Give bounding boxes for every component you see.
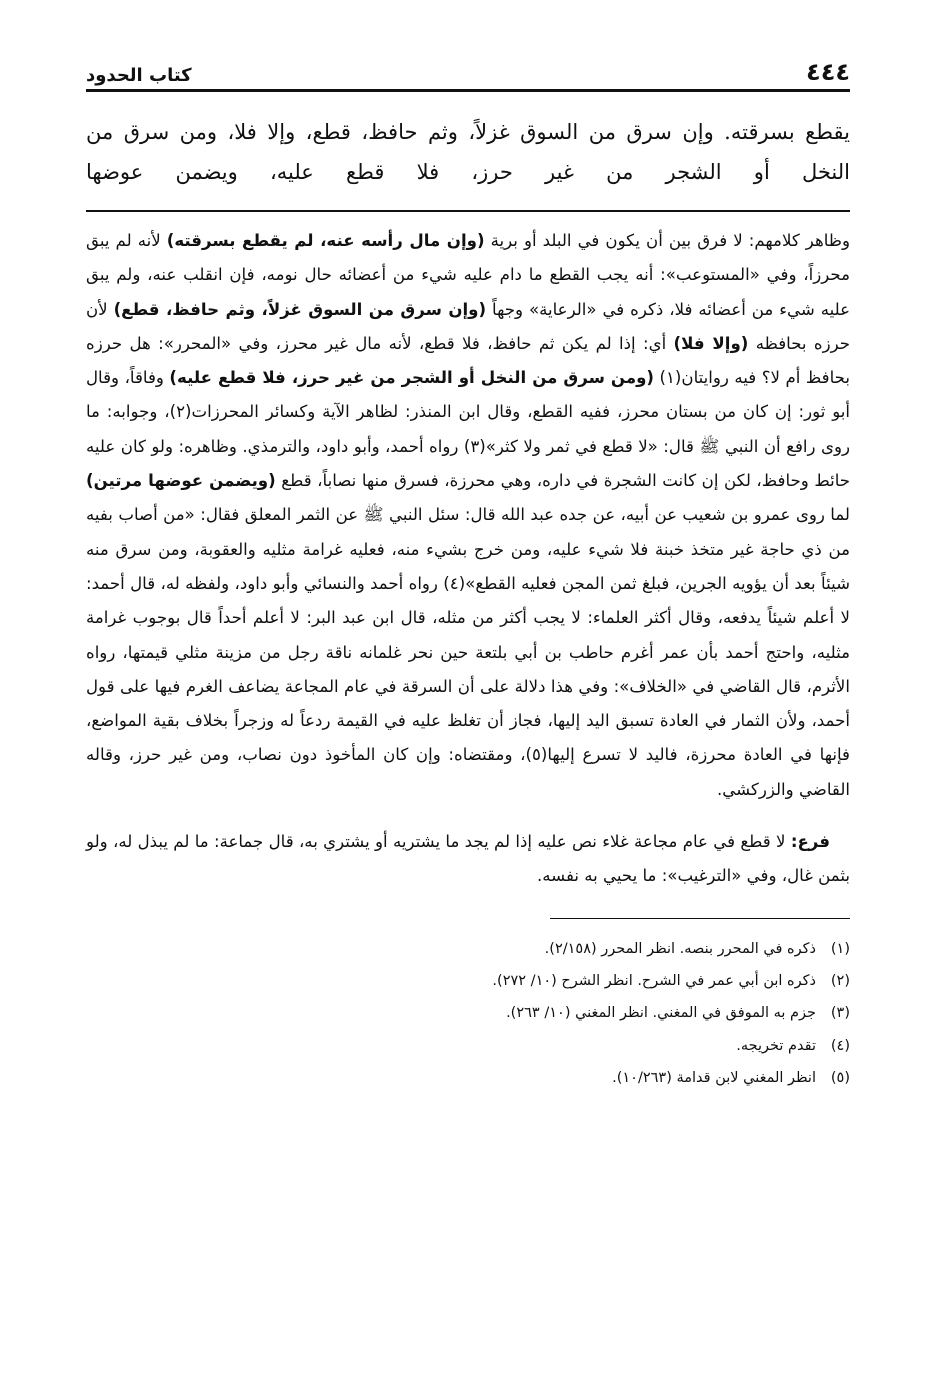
commentary-run: لما روى عمرو بن شعيب عن أبيه، عن جده عبد الله قال: سئل النبي ﷺ عن الثمر المعلق فقال: «من أصاب بفيه من ذي حاجة غير متخذ خبنة فلا شيء عليه، ومن خرج بشيء منه، فعليه غرامة مثليه والعقوبة، ومن سرق منه شيئاً بعد أن يؤويه الجرين، فبلغ ثمن المجن فعليه القطع»(٤) رواه أحمد والنسائي وأبو داود، ولفظه له، قال أحمد: لا أعلم شيئاً يدفعه، وقال أكثر العلماء: لا يجب أكثر من مثله، قال ابن عبد البر: لا أعلم أحداً قال بوجوب غرامة مثليه، واحتج أحمد بأن عمر أغرم حاطب بن أبي بلتعة حين نحر غلمانه ناقة رجل من مزينة مثلي قيمتها، رواه الأثرم، قال القاضي في «الخلاف»: وفي هذا دلالة على أن السرقة في عام المجاعة يضاعف الغرم فيها على قول أحمد، ولأن الثمار في العادة تسبق اليد إليها، فجاز أن تغلظ عليه في القيمة ردعاً له وزجراً بخلاف بقية المواضع، فإنها في العادة محرزة، فاليد لا تسرع إليها(٥)، ومقتضاه: وإن كان المأخوذ دون نصاب، ومن غير حرز، وقاله القاضي والزركشي. [86,505,850,799]
matn-text: يقطع بسرقته. وإن سرق من السوق غزلاً، وثم حافظ، قطع، وإلا فلا، ومن سرق من النخل أو الشجر من غير حرز، فلا قطع عليه، ويضمن عوضها [86,120,850,184]
footnote-number: (٥) [830,1069,850,1086]
commentary-run: لأن حرزه بحافظه [86,299,851,353]
running-header [86,52,850,92]
commentary-run: وظاهر كلامهم: لا فرق بين أن يكون في البلد أو برية [484,231,850,250]
commentary-run: وفاقاً، وقال أبو ثور: إن كان من بستان محرز، ففيه القطع، وقال ابن المنذر: لظاهر الآية وكسائر المحرزات(٢)، وجوابه: ما روى رافع أن النبي ﷺ قال: «لا قطع في ثمر ولا كثر»(٣) رواه أحمد، وأبو داود، والترمذي. وظاهره: ولو كان عليه حائط وحافظ، لكن إن كانت الشجرة في داره، وهي محرزة، فسرق منها نصاباً، قطع [86,368,851,491]
book-title: كتاب الحدود [86,65,192,86]
footnote-text: تقدم تخريجه. [736,1037,816,1054]
commentary-run: (وإلا فلا) [673,333,749,353]
footnote-number: (٤) [830,1037,850,1054]
commentary-paragraph-1 [86,224,850,807]
footnote-item [86,933,850,965]
footnote-item [86,997,850,1029]
footnote-text: ذكره ابن أبي عمر في الشرح. انظر الشرح (١٠/ ٢٧٢). [492,972,816,989]
footnote-item [86,1062,850,1094]
book-page [86,52,850,1094]
footnote-item [86,965,850,997]
footnote-item [86,1030,850,1062]
page-number: ٤٤٤ [806,58,850,86]
commentary-run: لأنه لم يبق محرزاً، وفي «المستوعب»: أنه يجب القطع ما دام عليه شيء من أعضائه حال نومه، فإن انقلب عنه، ولم يبق عليه شيء من أعضائه فلا، ذكره في «الرعاية» وجهاً [86,231,850,319]
far-label: فرع: [790,832,830,852]
commentary-paragraph-far [86,825,850,894]
commentary-run: (ويضمن عوضها مرتين) [86,471,276,491]
matn-separator [86,210,850,212]
footnote-number: (١) [830,940,850,957]
commentary-run: (وإن مال رأسه عنه، لم يقطع بسرقته) [166,231,485,250]
commentary-run: لا قطع في عام مجاعة غلاء نص عليه إذا لم يجد ما يشتريه أو يشتري به، قال جماعة: ما لم يبذل له، ولو بثمن غال، وفي «الترغيب»: ما يحيي به نفسه. [86,832,850,886]
footnote-text: جزم به الموفق في المغني. انظر المغني (١٠/ ٢٦٣). [506,1005,816,1022]
footnote-text: انظر المغني لابن قدامة (١٠/٢٦٣). [612,1069,816,1086]
footnote-text: ذكره في المحرر بنصه. انظر المحرر (٢/١٥٨). [544,940,816,957]
footnote-separator [550,918,850,919]
footnote-number: (٢) [830,972,850,989]
commentary-run: (ومن سرق من النخل أو الشجر من غير حرز، فلا قطع عليه) [169,368,655,388]
commentary-run: أي: إذا لم يكن ثم حافظ، فلا قطع، لأنه مال غير محرز، وفي «المحرر»: هل حرزه بحافظ أم لا؟ فيه روايتان(١) [86,333,850,388]
commentary [86,224,850,894]
footnote-number: (٣) [830,1005,850,1022]
commentary-run: (وإن سرق من السوق غزلاً، وثم حافظ، قطع) [113,299,487,319]
footnotes [86,933,850,1094]
